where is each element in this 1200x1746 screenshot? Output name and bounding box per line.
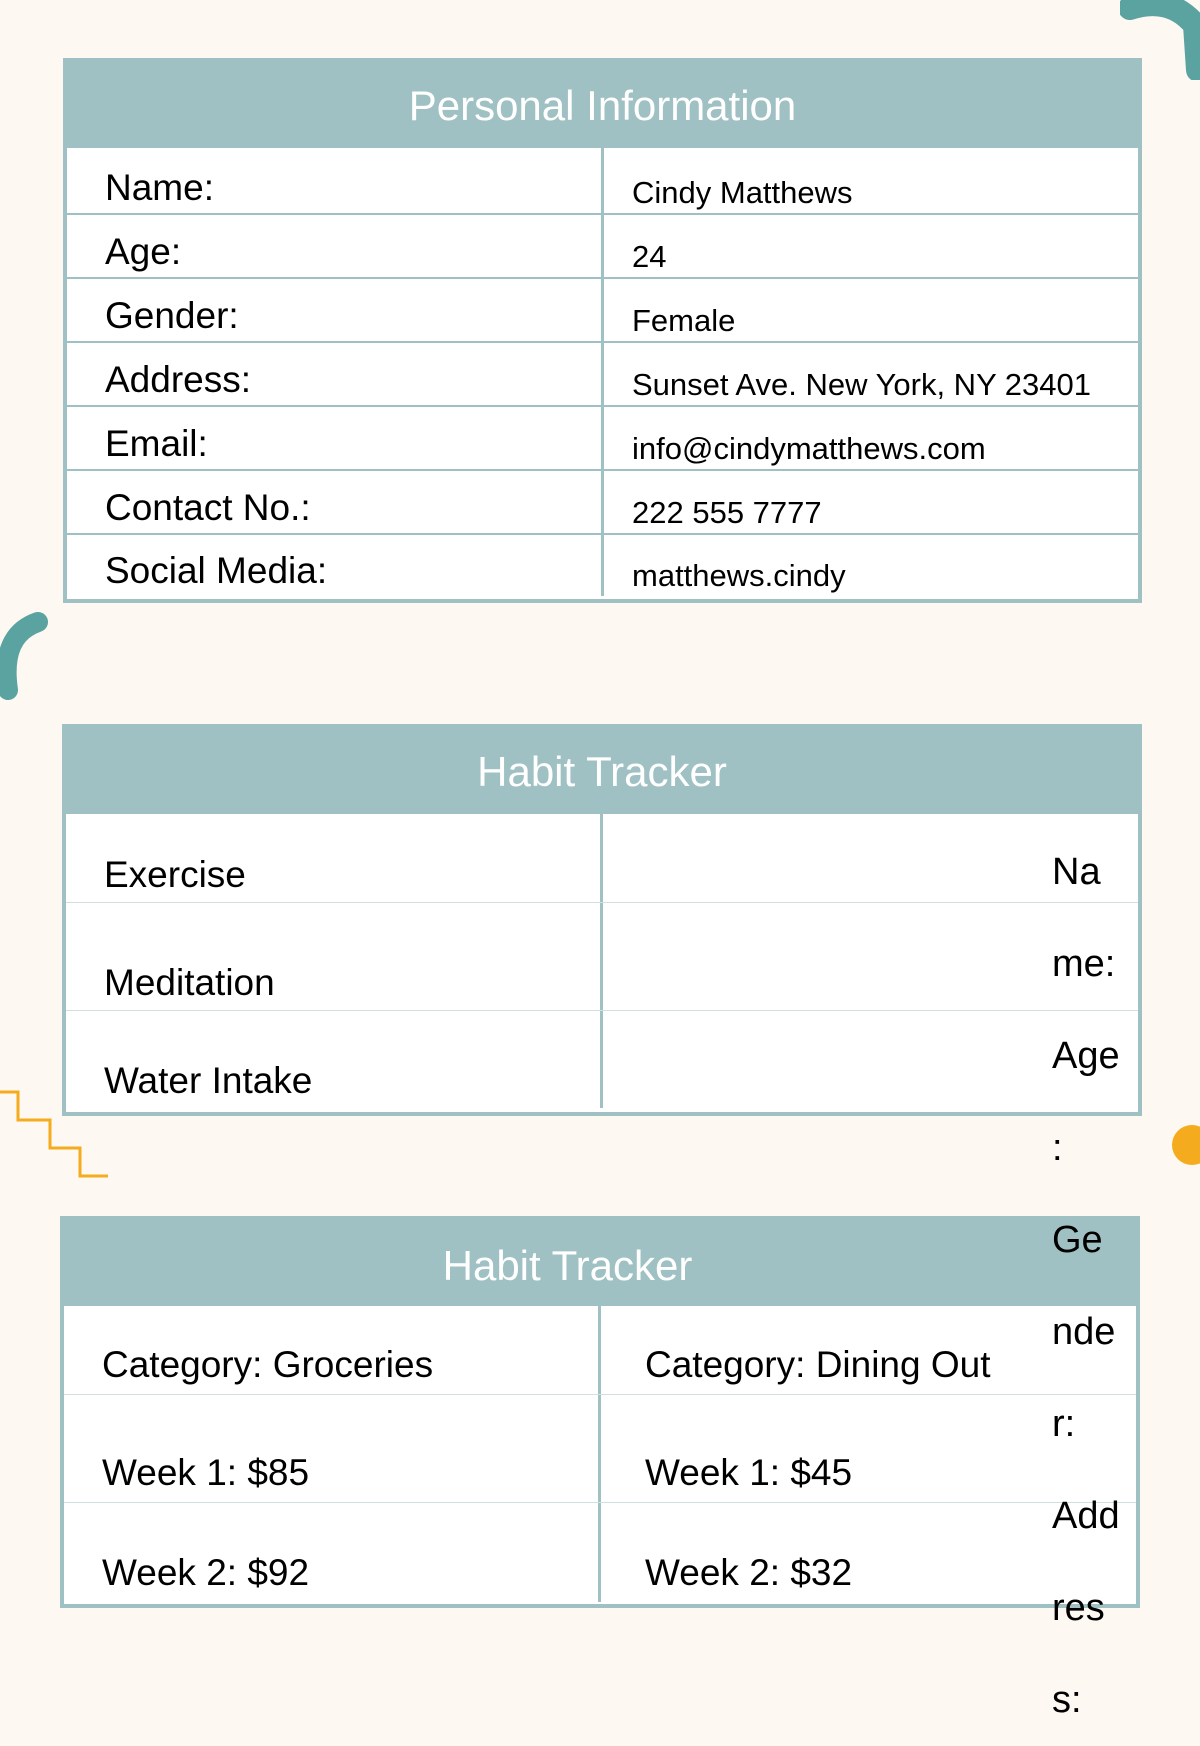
- table-row: [67, 469, 1138, 533]
- table-row: [67, 277, 1138, 341]
- table-header: Personal Information: [67, 62, 1138, 145]
- field-label: Contact No.:: [67, 471, 604, 533]
- yellow-dot-decoration: [1168, 1122, 1200, 1168]
- field-value: 222 555 7777: [632, 495, 822, 530]
- field-value: Cindy Matthews: [632, 175, 853, 210]
- field-value: matthews.cindy: [632, 558, 846, 593]
- table-row: [66, 902, 1138, 1010]
- teal-arc-decoration-left: [0, 600, 60, 720]
- field-label: Email:: [67, 407, 604, 469]
- table-row: [64, 1394, 1136, 1502]
- expense-left: Category: Groceries: [64, 1306, 601, 1394]
- field-value: 24: [632, 239, 667, 274]
- table-row: [67, 533, 1138, 596]
- habit-name: Water Intake: [66, 1011, 603, 1108]
- expense-left: Week 2: $92: [64, 1503, 601, 1602]
- table-row: [66, 812, 1138, 902]
- overflow-text-fragment: me:: [1052, 943, 1116, 985]
- field-label: Age:: [67, 215, 604, 277]
- field-value: info@cindymatthews.com: [632, 431, 986, 466]
- overflow-text-fragment: :: [1052, 1127, 1063, 1169]
- field-label: Address:: [67, 343, 604, 405]
- habit-name: Meditation: [66, 903, 603, 1010]
- expense-left: Week 1: $85: [64, 1395, 601, 1502]
- table-row: [67, 213, 1138, 277]
- field-label: Social Media:: [67, 535, 604, 596]
- expense-tracker-table: [60, 1216, 1140, 1608]
- field-value: Sunset Ave. New York, NY 23401: [632, 367, 1092, 402]
- overflowing-text-column: [1052, 826, 1120, 1746]
- overflow-text-fragment: Na: [1052, 851, 1101, 893]
- expense-right: Week 2: $32: [645, 1552, 853, 1593]
- field-label: Name:: [67, 148, 604, 213]
- expense-right: Week 1: $45: [645, 1452, 853, 1493]
- overflow-text-fragment: nde: [1052, 1311, 1116, 1353]
- overflow-text-fragment: res: [1052, 1587, 1105, 1629]
- habit-tracker-table: [62, 724, 1142, 1116]
- table-row: [66, 1010, 1138, 1108]
- expense-right: Category: Dining Out: [645, 1344, 991, 1385]
- table-row: [67, 341, 1138, 405]
- personal-information-table: [63, 58, 1142, 603]
- table-header: Habit Tracker: [64, 1220, 1136, 1304]
- table-header: Habit Tracker: [66, 728, 1138, 812]
- field-label: Gender:: [67, 279, 604, 341]
- table-row: [67, 145, 1138, 213]
- table-row: [67, 405, 1138, 469]
- overflow-text-fragment: Add: [1052, 1495, 1120, 1537]
- field-value: Female: [632, 303, 736, 338]
- table-row: [64, 1502, 1136, 1602]
- table-row: [64, 1304, 1136, 1394]
- overflow-text-fragment: Ge: [1052, 1219, 1103, 1261]
- overflow-text-fragment: r:: [1052, 1403, 1076, 1445]
- habit-name: Exercise: [66, 814, 603, 902]
- overflow-text-fragment: s:: [1052, 1679, 1082, 1721]
- overflow-text-fragment: Age: [1052, 1035, 1120, 1077]
